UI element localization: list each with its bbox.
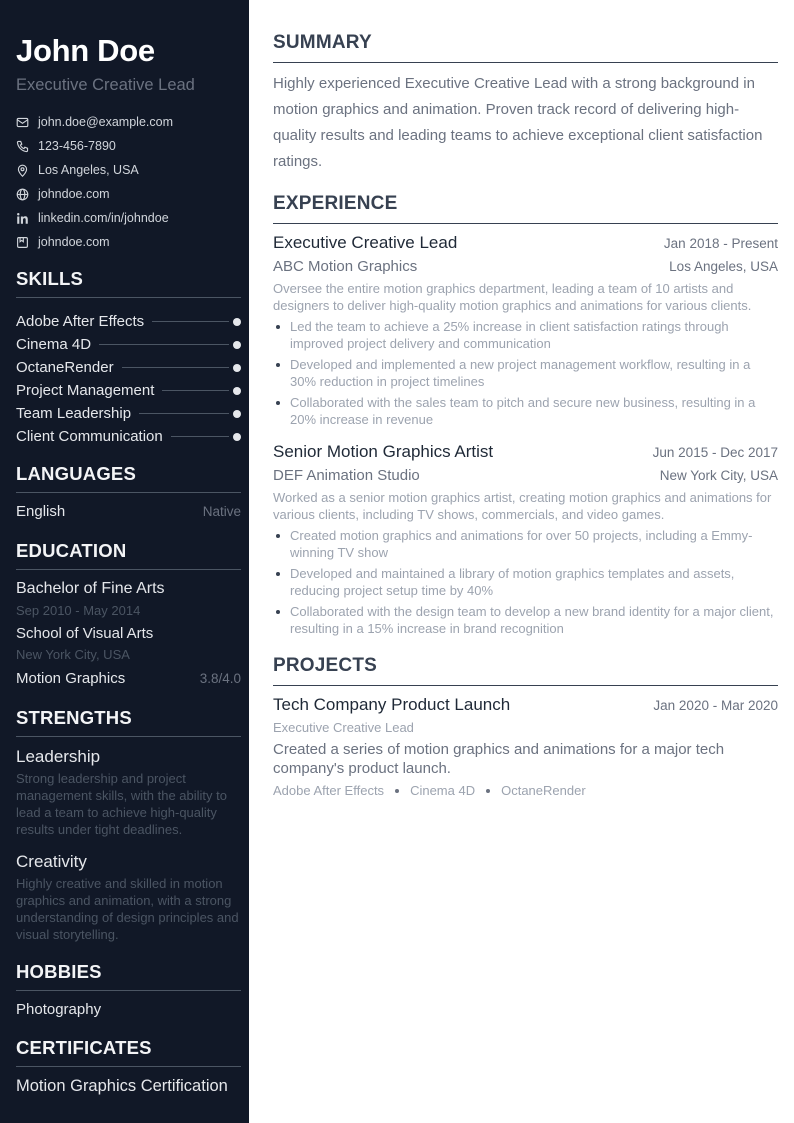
job-achievements [273,318,778,428]
job-description: Oversee the entire motion graphics department, leading a team of 10 artists and designers to deliver high-quality motion graphics and animations for various clients. [273,281,752,313]
achievement-item: Developed and implemented a new project management workflow, resulting in a 30% reduction in project timelines [273,356,778,390]
contact-email-text: john.doe@example.com [38,115,173,129]
education-location: New York City, USA [16,647,130,662]
skill-name: Team Leadership [16,405,132,422]
job-achievements [273,527,778,637]
job-title: Senior Motion Graphics Artist [273,442,494,461]
skill-divider [122,367,229,368]
summary-text: Highly experienced Executive Creative Lead with a strong background in motion graphics and animation. Proven track record of delivering high-quality results and leading teams to achieve exceptional client satisfaction ratings. [273,75,763,170]
strength-item [16,851,241,943]
project-role: Executive Creative Lead [273,720,414,735]
job-company: DEF Animation Studio [273,467,420,484]
certificate-item: Motion Graphics Certification [16,1077,228,1095]
skill-level-dot [233,341,241,349]
project-dates: Jan 2020 - Mar 2020 [653,698,778,713]
skill-item [16,356,241,379]
project-description: Created a series of motion graphics and animations for a major tech company's product launch. [273,741,725,777]
education-entry [16,579,241,689]
strength-description: Highly creative and skilled in motion graphics and animation, with a strong understanding of design principles and visual storytelling. [16,876,239,942]
project-tag: Adobe After Effects [273,783,385,798]
languages-section [16,463,241,522]
skills-section [16,268,241,448]
email-icon [16,116,29,129]
skill-level-dot [233,410,241,418]
contact-email[interactable] [16,110,241,134]
tag-separator [395,789,399,793]
contact-location-text: Los Angeles, USA [38,163,139,177]
project-tag: Cinema 4D [410,783,476,798]
contact-portfolio[interactable] [16,230,241,254]
hobbies-heading: HOBBIES [16,961,241,991]
job-company: ABC Motion Graphics [273,258,418,275]
project-tags [273,782,778,800]
strengths-section [16,707,241,943]
tag-separator [486,789,490,793]
skill-item [16,333,241,356]
job-description: Worked as a senior motion graphics artist, creating motion graphics and animations for various clients, including TV shows, commercials, and video games. [273,490,772,522]
summary-section [273,32,778,175]
contact-portfolio-text: johndoe.com [38,235,110,249]
skill-level-dot [233,364,241,372]
experience-entry [273,232,778,428]
skill-level-dot [233,433,241,441]
candidate-headline: Executive Creative Lead [16,76,195,94]
achievement-item: Collaborated with the design team to develop a new brand identity for a major client, resulting in a 15% increase in brand recognition [273,603,778,637]
skill-divider [152,321,229,322]
education-heading: EDUCATION [16,540,241,570]
education-field: Motion Graphics [16,670,126,687]
skill-item [16,425,241,448]
contact-location [16,158,241,182]
education-field-row [16,669,241,689]
education-dates: Sep 2010 - May 2014 [16,603,141,618]
sidebar [0,0,249,1123]
skill-name: Project Management [16,382,155,399]
skill-divider [139,413,229,414]
skill-name: Client Communication [16,428,163,445]
skill-divider [99,344,229,345]
linkedin-icon [16,212,29,225]
contact-website-text: johndoe.com [38,187,110,201]
skills-heading: SKILLS [16,268,241,298]
summary-heading: SUMMARY [273,32,778,63]
contact-linkedin[interactable] [16,206,241,230]
strength-item [16,746,241,838]
contact-list [16,110,241,254]
skill-item [16,379,241,402]
strength-title: Creativity [16,852,87,871]
contact-linkedin-text: linkedin.com/in/johndoe [38,211,169,225]
candidate-name: John Doe [16,33,155,68]
project-entry [273,694,778,800]
skill-divider [162,390,229,391]
strengths-heading: STRENGTHS [16,707,241,737]
skill-divider [171,436,229,437]
contact-phone[interactable] [16,134,241,158]
job-location: New York City, USA [659,468,778,483]
education-degree: Bachelor of Fine Arts [16,580,165,597]
projects-heading: PROJECTS [273,655,778,686]
job-title: Executive Creative Lead [273,233,458,252]
education-section [16,540,241,689]
projects-section [273,655,778,800]
portfolio-icon [16,236,29,249]
skills-list [16,310,241,448]
achievement-item: Developed and maintained a library of motion graphics templates and assets, reducing project setup time by 40% [273,565,778,599]
skill-name: OctaneRender [16,359,114,376]
hobby-item: Photography [16,1001,102,1018]
skill-name: Adobe After Effects [16,313,145,330]
language-item [16,502,241,522]
job-location: Los Angeles, USA [669,259,778,274]
experience-section [273,193,778,637]
contact-phone-text: 123-456-7890 [38,139,116,153]
project-title: Tech Company Product Launch [273,695,511,714]
achievement-item: Collaborated with the sales team to pitch and secure new business, resulting in a 20% increase in revenue [273,394,778,428]
certificates-heading: CERTIFICATES [16,1037,241,1067]
skill-name: Cinema 4D [16,336,92,353]
education-gpa: 3.8/4.0 [199,671,241,686]
job-dates: Jun 2015 - Dec 2017 [652,445,778,460]
skill-level-dot [233,318,241,326]
phone-icon [16,140,29,153]
achievement-item: Led the team to achieve a 25% increase in client satisfaction ratings through improved project delivery and communication [273,318,778,352]
experience-heading: EXPERIENCE [273,193,778,224]
strength-description: Strong leadership and project management skills, with the ability to lead a team to achieve high-quality results under tight deadlines. [16,771,227,837]
project-tag: OctaneRender [501,783,586,798]
education-school: School of Visual Arts [16,625,154,642]
job-dates: Jan 2018 - Present [663,236,778,251]
language-name: English [16,503,66,520]
globe-icon [16,188,29,201]
skill-level-dot [233,387,241,395]
hobbies-section [16,961,241,1020]
location-pin-icon [16,164,29,177]
skill-item [16,402,241,425]
main-content [273,32,778,800]
certificates-section [16,1037,241,1096]
strength-title: Leadership [16,747,101,766]
achievement-item: Created motion graphics and animations for over 50 projects, including a Emmy-winning TV show [273,527,778,561]
skill-item [16,310,241,333]
languages-heading: LANGUAGES [16,463,241,493]
language-level: Native [202,504,241,519]
contact-website[interactable] [16,182,241,206]
experience-entry [273,441,778,637]
